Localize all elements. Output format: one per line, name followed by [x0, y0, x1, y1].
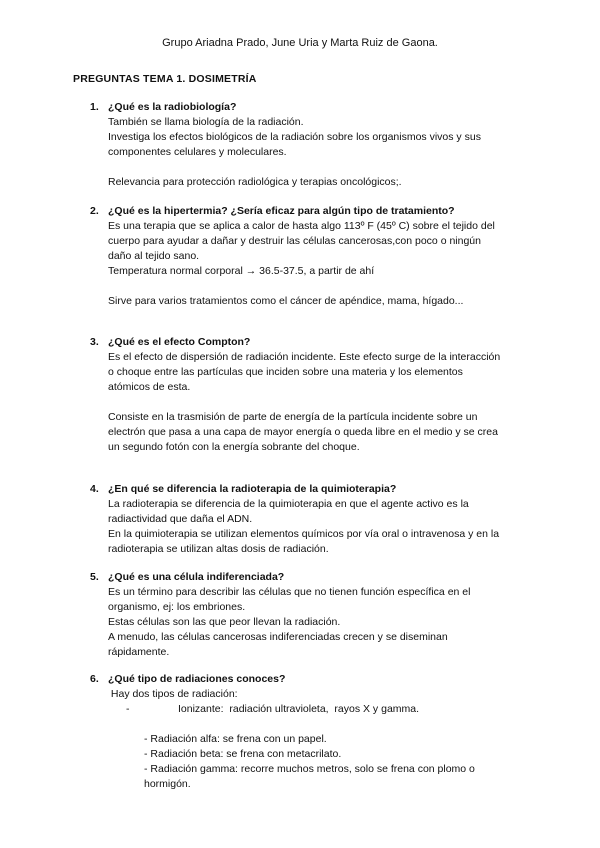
question-number: 2. — [90, 205, 99, 217]
answer-line: Temperatura normal corporal → 36.5-37.5, a partir de ahí — [108, 265, 375, 277]
question-number: 6. — [90, 673, 99, 685]
question-title: ¿Qué es la hipertermia? ¿Sería eficaz para algún tipo de tratamiento? — [108, 205, 455, 217]
question-3 — [90, 335, 530, 455]
sub-item: hormigón. — [144, 778, 191, 790]
question-number: 5. — [90, 571, 99, 583]
question-title: ¿Qué tipo de radiaciones conoces? — [108, 673, 286, 685]
answer-line: daño al tejido sano. — [108, 250, 200, 262]
answer-line: Es una terapia que se aplica a calor de hasta algo 113º F (45º C) sobre el tejido del — [108, 220, 495, 232]
answer-line: Estas células son las que peor llevan la radiación. — [108, 616, 341, 628]
answer-line: En la quimioterapia se utilizan elementos químicos por vía oral o intravenosa y en la — [108, 528, 500, 540]
answer-line: atómicos de esta. — [108, 381, 191, 393]
question-2 — [90, 204, 530, 309]
document-title: PREGUNTAS TEMA 1. DOSIMETRÍA — [73, 73, 257, 85]
sub-item: - Radiación beta: se frena con metacrilato. — [144, 748, 342, 760]
question-title: ¿Qué es el efecto Compton? — [108, 336, 251, 348]
answer-line: Es un término para describir las células que no tienen función específica en el — [108, 586, 471, 598]
question-title: ¿En qué se diferencia la radioterapia de la quimioterapia? — [108, 483, 397, 495]
question-title: ¿Qué es una célula indiferenciada? — [108, 571, 285, 583]
answer-line: A menudo, las células cancerosas indiferenciadas crecen y se diseminan — [108, 631, 448, 643]
answer-line: un segundo fotón con la energía sobrante del choque. — [108, 441, 360, 453]
question-4 — [90, 482, 530, 557]
answer-line: componentes celulares y moleculares. — [108, 146, 287, 158]
list-item — [108, 702, 530, 717]
answer-line: o choque entre las partículas que inciden sobre una materia y los elementos — [108, 366, 463, 378]
answer-line: Hay dos tipos de radiación: — [108, 688, 238, 700]
question-1 — [90, 100, 530, 190]
answer-line: Relevancia para protección radiológica y terapias oncológicos;. — [108, 176, 402, 188]
answer-line: Consiste en la trasmisión de parte de energía de la partícula incidente sobre un — [108, 411, 478, 423]
answer-line: Es el efecto de dispersión de radiación incidente. Este efecto surge de la interacción — [108, 351, 501, 363]
answer-line: rápidamente. — [108, 646, 170, 658]
answer-line: Sirve para varios tratamientos como el cáncer de apéndice, mama, hígado... — [108, 295, 464, 307]
answer-line: electrón que pasa a una capa de mayor energía o queda libre en el medio y se crea — [108, 426, 498, 438]
answer-line: radioterapia se utilizan altas dosis de radiación. — [108, 543, 329, 555]
question-number: 4. — [90, 483, 99, 495]
answer-line: La radioterapia se diferencia de la quimioterapia en que el agente activo es la — [108, 498, 469, 510]
answer-line: Investiga los efectos biológicos de la radiación sobre los organismos vivos y sus — [108, 131, 481, 143]
bullet-text: Ionizante: radiación ultravioleta, rayos X y gamma. — [178, 703, 420, 715]
document-header: Grupo Ariadna Prado, June Uria y Marta Ruiz de Gaona. — [162, 37, 438, 49]
answer-line: organismo, ej: los embriones. — [108, 601, 246, 613]
question-title: ¿Qué es la radiobiología? — [108, 101, 237, 113]
answer-line: radiactividad que daña el ADN. — [108, 513, 253, 525]
question-number: 1. — [90, 101, 99, 113]
answer-line: cuerpo para ayudar a dañar y destruir las células cancerosas,con poco o ningún — [108, 235, 481, 247]
bullet-dash: - — [126, 703, 130, 715]
sub-item: - Radiación alfa: se frena con un papel. — [144, 733, 327, 745]
question-number: 3. — [90, 336, 99, 348]
answer-line: También se llama biología de la radiación. — [108, 116, 304, 128]
question-6 — [90, 672, 530, 792]
sub-item: - Radiación gamma: recorre muchos metros, solo se frena con plomo o — [144, 763, 475, 775]
question-5 — [90, 570, 530, 660]
